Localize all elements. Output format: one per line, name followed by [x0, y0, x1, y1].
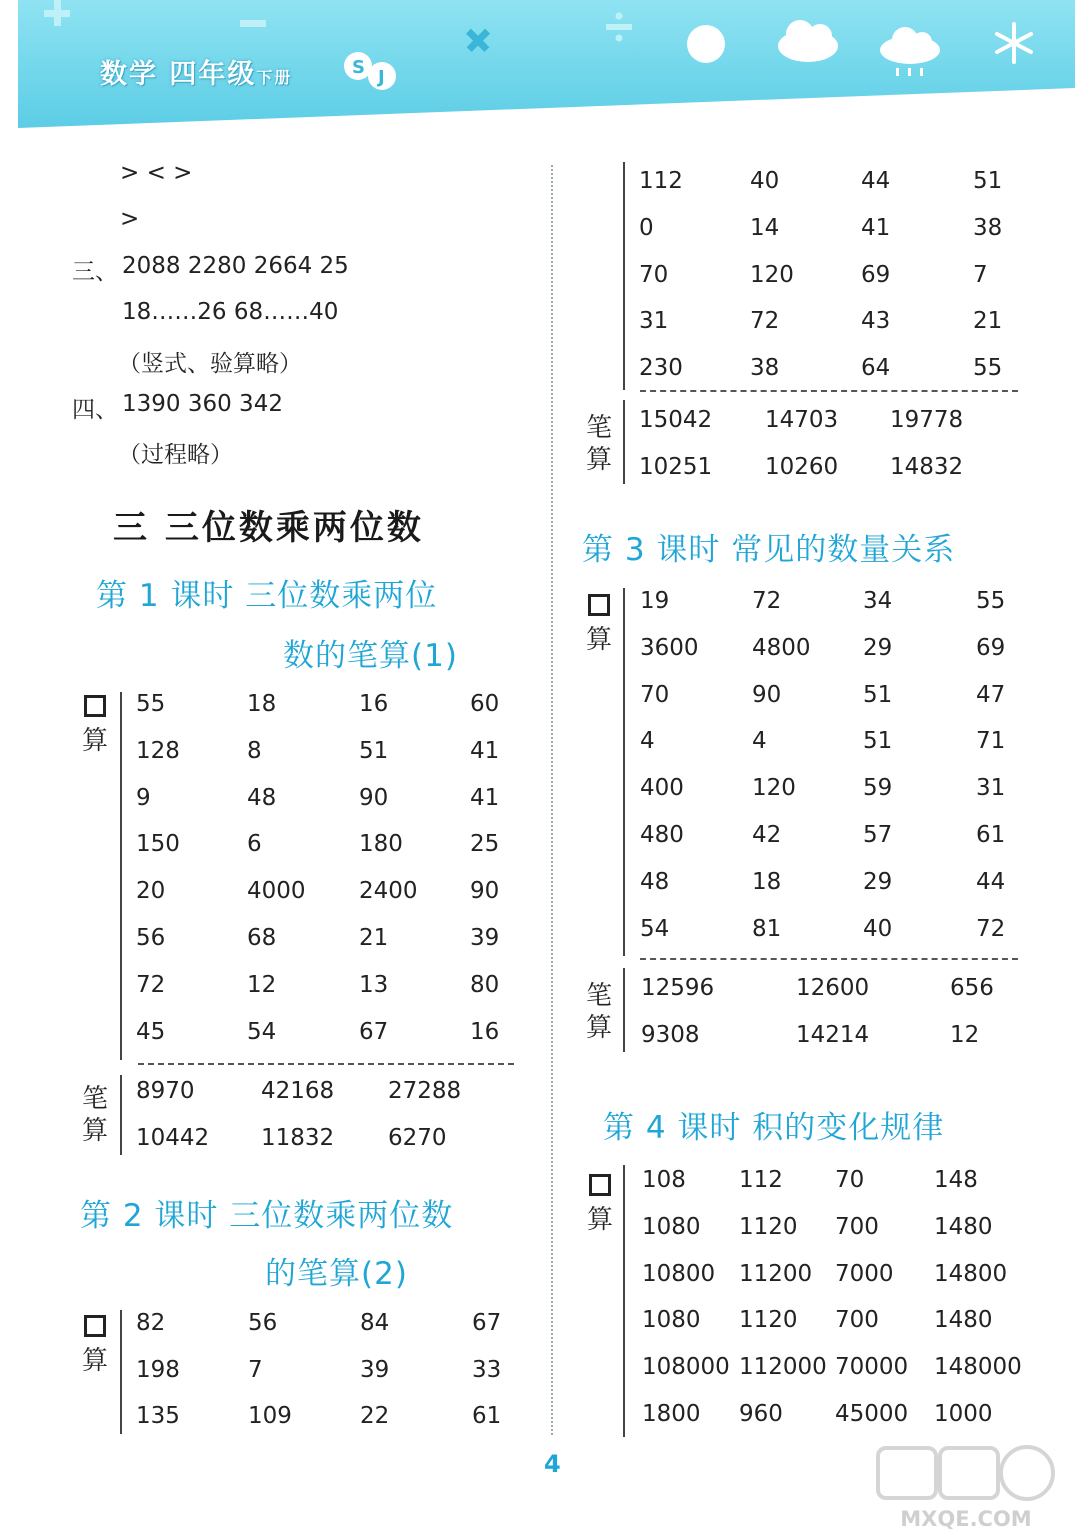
lesson-title-cont: 的笔算(2) — [265, 1256, 408, 1292]
answer-cell: 54 — [640, 915, 670, 942]
answer-cell: 1480 — [934, 1213, 993, 1240]
answer-cell: 29 — [863, 868, 893, 895]
answer-cell: 12 — [950, 1022, 980, 1048]
answer-cell: 40 — [750, 168, 780, 194]
answer-cell: 38 — [973, 214, 1003, 241]
svg-text:J: J — [378, 67, 385, 88]
answer-cell: 1120 — [739, 1307, 798, 1334]
answer-cell: 180 — [359, 831, 403, 858]
written-calc-label: 笔 算 — [585, 413, 612, 475]
answer-cell: 41 — [470, 737, 500, 764]
answer-cell: 64 — [861, 355, 891, 382]
group-bar — [120, 1310, 122, 1434]
answer-cell: 55 — [976, 588, 1006, 614]
answer-cell: 16 — [470, 1018, 500, 1045]
answer-cell: 71 — [976, 728, 1006, 755]
header-banner — [0, 0, 1075, 130]
box-icon — [84, 695, 106, 717]
lesson-title: 第 1 课时 三位数乘两位 — [96, 578, 438, 614]
answer-cell: 14832 — [890, 453, 964, 480]
minus-icon — [240, 20, 266, 27]
sun-icon — [687, 25, 725, 63]
answer-cell: 70 — [639, 261, 669, 288]
answer-line: 18……26 68……40 — [122, 299, 339, 325]
answer-cell: 67 — [472, 1310, 502, 1336]
lesson-title: 第 4 课时 积的变化规律 — [603, 1110, 945, 1146]
answer-cell: 14 — [750, 214, 780, 241]
answer-cell: 120 — [752, 775, 796, 802]
answer-cell: 51 — [359, 737, 389, 764]
answer-cell: 14703 — [765, 407, 839, 433]
answer-note: （过程略） — [118, 442, 233, 468]
answer-cell: 7 — [248, 1356, 263, 1383]
mental-math-label: 算 — [585, 1172, 615, 1236]
answer-cell: 21 — [359, 925, 389, 951]
answer-cell: 61 — [472, 1403, 502, 1429]
answer-cell: 80 — [470, 971, 500, 998]
answer-cell: 29 — [863, 634, 893, 661]
answer-cell: 19778 — [890, 407, 964, 433]
answer-cell: 700 — [835, 1213, 879, 1240]
answer-cell: 109 — [248, 1403, 292, 1429]
answer-cell: 9 — [136, 784, 151, 811]
group-bar — [623, 968, 625, 1052]
answer-cell: 48 — [247, 784, 277, 811]
answer-cell: 480 — [640, 822, 684, 848]
answer-cell: 19 — [640, 588, 670, 614]
answer-cell: 48 — [640, 868, 670, 895]
group-bar — [120, 692, 122, 1060]
answer-cell: 148000 — [934, 1354, 1022, 1381]
answer-cell: 11200 — [739, 1260, 813, 1287]
answer-cell: 70 — [640, 681, 670, 708]
answer-cell: 4 — [640, 728, 655, 755]
written-calc-label: 笔 算 — [81, 1084, 108, 1146]
answer-cell: 42 — [752, 822, 782, 848]
answer-cell: 7 — [973, 261, 988, 288]
answer-cell: 41 — [470, 784, 500, 811]
answer-cell: 72 — [136, 971, 166, 998]
answer-cell: 14214 — [796, 1022, 870, 1048]
answer-cell: 38 — [750, 355, 780, 382]
answer-cell: 1080 — [642, 1213, 701, 1240]
svg-text:S: S — [352, 57, 365, 78]
page-number: 4 — [544, 1450, 561, 1478]
answer-cell: 12 — [247, 971, 277, 998]
grade-label: 四年级 — [169, 59, 257, 90]
answer-cell: 56 — [248, 1310, 278, 1336]
answer-cell: 54 — [247, 1018, 277, 1045]
answer-cell: 31 — [639, 308, 669, 335]
question-number: 四、 — [72, 397, 118, 423]
watermark-logo — [874, 1442, 1059, 1532]
answer-cell: 120 — [750, 261, 794, 288]
answer-cell: 68 — [247, 925, 277, 951]
answer-note: （竖式、验算略） — [118, 351, 302, 377]
answer-cell: 59 — [863, 775, 893, 802]
answer-cell: 7000 — [835, 1260, 894, 1287]
answer-cell: 72 — [750, 308, 780, 335]
group-bar — [623, 1165, 625, 1437]
answer-cell: 55 — [973, 355, 1003, 382]
mental-math-label: 算 — [584, 592, 614, 656]
answer-cell: 70 — [835, 1167, 865, 1193]
answer-cell: 6 — [247, 831, 262, 858]
mental-math-label: 算 — [80, 693, 110, 757]
watermark-text: MXQE.COM — [900, 1507, 1032, 1531]
answer-cell: 11832 — [261, 1125, 335, 1151]
sj-logo — [342, 48, 400, 94]
answer-cell: 44 — [976, 868, 1006, 895]
answer-cell: 67 — [359, 1018, 389, 1045]
answer-cell: 198 — [136, 1356, 180, 1383]
answer-cell: 44 — [861, 168, 891, 194]
answer-cell: 135 — [136, 1403, 180, 1429]
dashed-separator — [640, 958, 1018, 960]
answer-cell: 82 — [136, 1310, 166, 1336]
group-bar — [623, 162, 625, 390]
group-bar — [623, 400, 625, 484]
answer-cell: 18 — [247, 691, 277, 717]
answer-cell: 400 — [640, 775, 684, 802]
answer-cell: 108000 — [642, 1354, 730, 1381]
answer-cell: 90 — [359, 784, 389, 811]
answer-cell: 41 — [861, 214, 891, 241]
answer-cell: 57 — [863, 822, 893, 848]
answer-cell: 33 — [472, 1356, 502, 1383]
answer-cell: 9308 — [641, 1022, 700, 1048]
answer-cell: 8970 — [136, 1078, 195, 1104]
answer-cell: 42168 — [261, 1078, 335, 1104]
answer-cell: 4000 — [247, 878, 306, 905]
answer-cell: 39 — [470, 925, 500, 951]
answer-cell: 15042 — [639, 407, 713, 433]
answer-cell: 656 — [950, 975, 994, 1001]
answer-cell: 51 — [863, 681, 893, 708]
answer-cell: 112000 — [739, 1354, 827, 1381]
answer-cell: 6270 — [388, 1125, 447, 1151]
answer-cell: 60 — [470, 691, 500, 717]
answer-line: > < > — [120, 160, 193, 186]
answer-cell: 21 — [973, 308, 1003, 335]
lesson-title-cont: 数的笔算(1) — [283, 638, 458, 674]
answer-cell: 1080 — [642, 1307, 701, 1334]
answer-cell: 61 — [976, 822, 1006, 848]
answer-cell: 10800 — [642, 1260, 716, 1287]
lesson-title: 第 2 课时 三位数乘两位数 — [80, 1198, 454, 1234]
answer-cell: 72 — [752, 588, 782, 614]
written-calc-label: 笔 算 — [585, 981, 612, 1043]
answer-cell: 45 — [136, 1018, 166, 1045]
answer-cell: 27288 — [388, 1078, 462, 1104]
answer-cell: 81 — [752, 915, 782, 942]
answer-cell: 13 — [359, 971, 389, 998]
answer-cell: 69 — [861, 261, 891, 288]
answer-cell: 2400 — [359, 878, 418, 905]
book-title — [100, 52, 292, 91]
box-icon — [588, 594, 610, 616]
lesson-title: 第 3 课时 常见的数量关系 — [582, 532, 956, 568]
answer-cell: 960 — [739, 1401, 783, 1427]
box-icon — [84, 1315, 106, 1337]
answer-cell: 1480 — [934, 1307, 993, 1334]
answer-cell: 43 — [861, 308, 891, 335]
answer-cell: 12600 — [796, 975, 870, 1001]
answer-cell: 22 — [360, 1403, 390, 1429]
answer-cell: 51 — [863, 728, 893, 755]
answer-cell: 4 — [752, 728, 767, 755]
answer-cell: 0 — [639, 214, 654, 241]
answer-cell: 72 — [976, 915, 1006, 942]
dashed-separator — [138, 1063, 514, 1065]
answer-cell: 1800 — [642, 1401, 701, 1427]
answer-cell: 4800 — [752, 634, 811, 661]
answer-cell: 51 — [973, 168, 1003, 194]
answer-cell: 18 — [752, 868, 782, 895]
answer-cell: 1000 — [934, 1401, 993, 1427]
answer-cell: 31 — [976, 775, 1006, 802]
answer-cell: 56 — [136, 925, 166, 951]
answer-cell: 8 — [247, 737, 262, 764]
answer-cell: 230 — [639, 355, 683, 382]
box-icon — [589, 1174, 611, 1196]
answer-cell: 3600 — [640, 634, 699, 661]
answer-cell: 10251 — [639, 453, 713, 480]
answer-line: 2088 2280 2664 25 — [122, 253, 349, 279]
group-bar — [623, 588, 625, 956]
question-number: 三、 — [72, 259, 118, 285]
answer-cell: 55 — [136, 691, 166, 717]
mental-math-label: 算 — [80, 1313, 110, 1377]
answer-cell: 12596 — [641, 975, 715, 1001]
answer-cell: 20 — [136, 878, 166, 905]
dashed-separator — [640, 390, 1018, 392]
answer-cell: 14800 — [934, 1260, 1008, 1287]
answer-cell: 45000 — [835, 1401, 909, 1427]
column-divider — [551, 165, 553, 1435]
answer-cell: 1120 — [739, 1213, 798, 1240]
answer-cell: 108 — [642, 1167, 686, 1193]
group-bar — [120, 1075, 122, 1155]
answer-cell: 700 — [835, 1307, 879, 1334]
answer-cell: 150 — [136, 831, 180, 858]
answer-cell: 90 — [470, 878, 500, 905]
answer-cell: 39 — [360, 1356, 390, 1383]
answer-cell: 112 — [639, 168, 683, 194]
answer-cell: 69 — [976, 634, 1006, 661]
answer-cell: 148 — [934, 1167, 978, 1193]
answer-line: > — [120, 206, 140, 232]
volume-label: 下册 — [256, 68, 293, 87]
answer-cell: 25 — [470, 831, 500, 858]
answer-cell: 70000 — [835, 1354, 909, 1381]
answer-cell: 84 — [360, 1310, 390, 1336]
answer-cell: 47 — [976, 681, 1006, 708]
answer-cell: 128 — [136, 737, 180, 764]
answer-cell: 10260 — [765, 453, 839, 480]
answer-cell: 112 — [739, 1167, 783, 1193]
answer-line: 1390 360 342 — [122, 391, 283, 417]
answer-cell: 16 — [359, 691, 389, 717]
answer-cell: 90 — [752, 681, 782, 708]
answer-cell: 34 — [863, 588, 893, 614]
unit-title: 三 三位数乘两位数 — [113, 508, 424, 548]
answer-cell: 40 — [863, 915, 893, 942]
subject-label: 数学 — [100, 59, 158, 90]
answer-cell: 10442 — [136, 1125, 210, 1151]
